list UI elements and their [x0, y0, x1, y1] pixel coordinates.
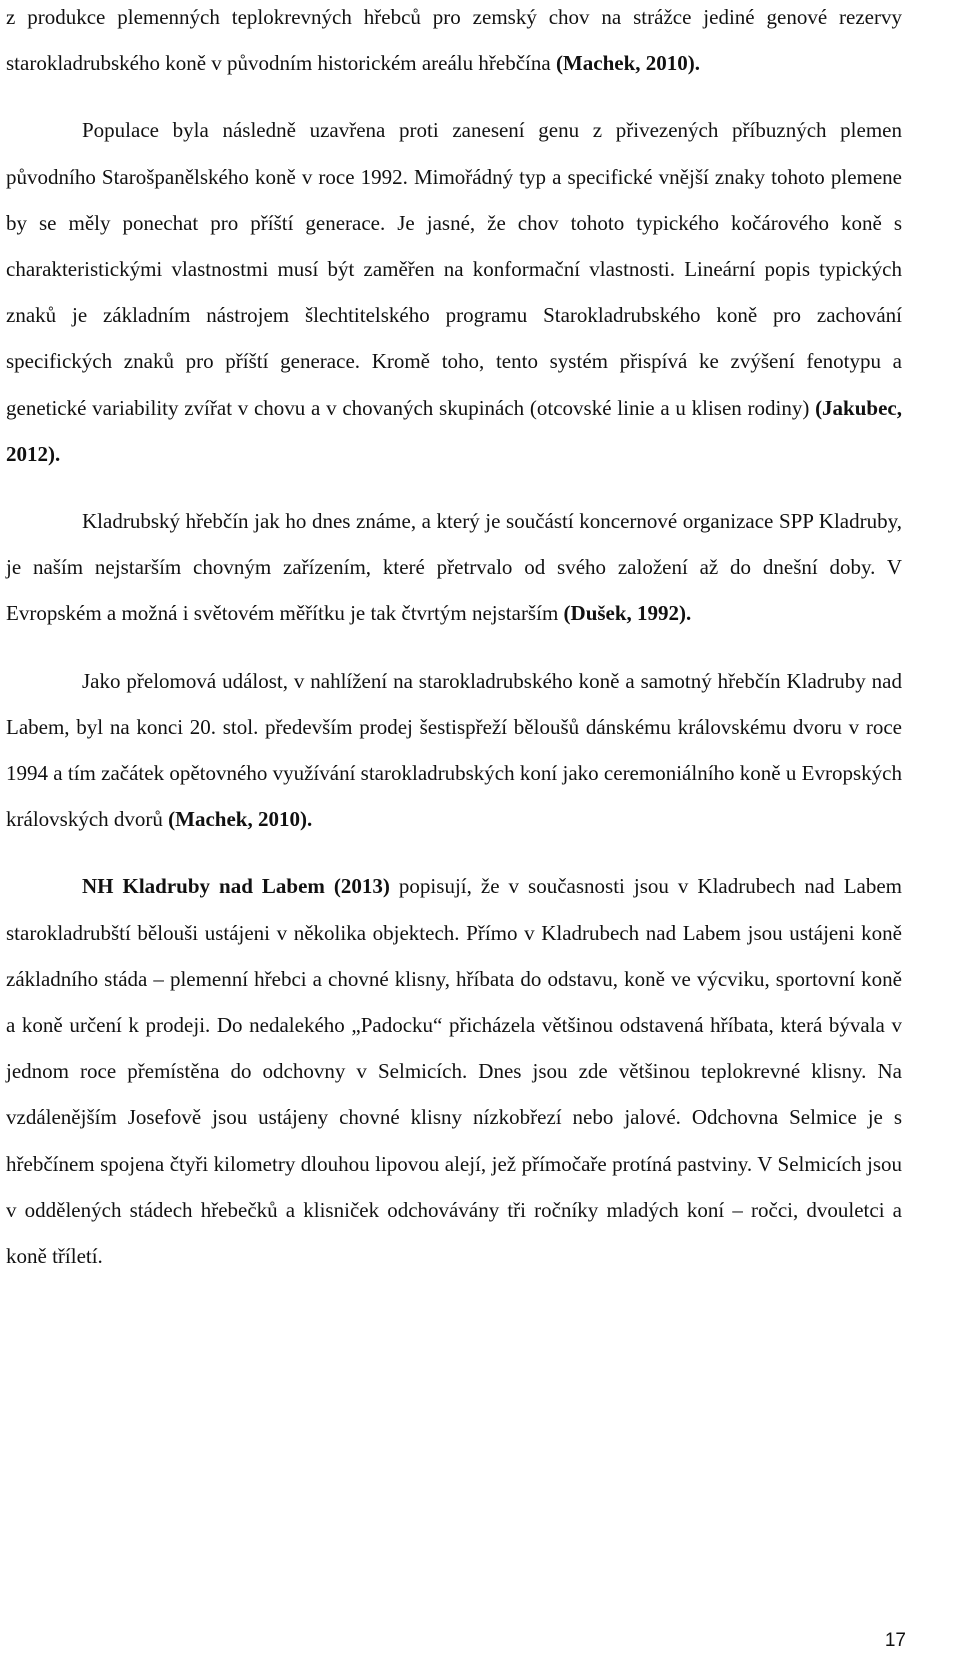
- paragraph-3-text: Kladrubský hřebčín jak ho dnes známe, a který je součástí koncernové organizace SPP Kladruby, je naším nejstarším chovným zařízením, které přetrvalo od svého založení až do dnešní doby. V Evropském a možná i světovém měřítku je tak čtvrtým nejstarším: [6, 509, 902, 626]
- paragraph-3: [6, 498, 902, 637]
- paragraph-1-text: z produkce plemenných teplokrevných hřebců pro zemský chov na strážce jediné genové rezervy starokladrubského koně v původním historickém areálu hřebčína: [6, 5, 902, 76]
- paragraph-2-text: Populace byla následně uzavřena proti zanesení genu z přivezených příbuzných plemen původního Starošpanělského koně v roce 1992. Mimořádný typ a specifické vnější znaky tohoto plemene by se měly ponechat pro příští generace. Je jasné, že chov tohoto typického kočárového koně s charakteristickými vlastnostmi musí být zaměřen na konformační vlastnosti. Lineární popis typických znaků je základním nástrojem šlechtitelského programu Starokladrubského koně pro zachování specifických znaků pro příští generace. Kromě toho, tento systém přispívá ke zvýšení fenotypu a genetické variability zvířat v chovu a v chovaných skupinách (otcovské linie a u klisen rodiny): [6, 118, 902, 420]
- paragraph-5-text: popisují, že v současnosti jsou v Kladrubech nad Labem starokladrubští bělouši ustájeni v několika objektech. Přímo v Kladrubech nad Labem jsou ustájeni koně základního stáda – plemenní hřebci a chovné klisny, hříbata do odstavu, koně ve výcviku, sportovní koně a koně určení k prodeji. Do nedalekého „Padocku“ přicházela většinou odstavená hříbata, která bývala v jednom roce přemístěna do odchovny v Selmicích. Dnes jsou zde většinou teplokrevné klisny. Na vzdálenějším Josefově jsou ustájeny chovné klisny nízkobřezí nebo jalové. Odchovna Selmice je s hřebčínem spojena čtyři kilometry dlouhou lipovou alejí, jež přímočaře protíná pastviny. V Selmicích jsou v oddělených stádech hřebečků a klisniček odchovávány tři ročníky mladých koní – ročci, dvouletci a koně tříletí.: [6, 874, 903, 1269]
- paragraph-5: [6, 863, 902, 1279]
- citation-machek-2010-b: (Machek, 2010).: [168, 807, 313, 832]
- paragraph-2: [6, 107, 902, 477]
- citation-dusek-1992: (Dušek, 1992).: [563, 601, 692, 626]
- citation-jakubec-2012: (Jakubec, 2012).: [6, 395, 902, 466]
- citation-nh-kladruby-2013: NH Kladruby nad Labem (2013): [82, 874, 390, 899]
- page-number: 17: [884, 1630, 906, 1651]
- paragraph-4: [6, 658, 902, 843]
- paragraph-1: [6, 0, 902, 86]
- paragraph-4-text: Jako přelomová událost, v nahlížení na starokladrubského koně a samotný hřebčín Kladruby nad Labem, byl na konci 20. stol. především prodej šestispřeží běloušů dánskému královskému dvoru v roce 1994 a tím začátek opětovného využívání starokladrubských koní jako ceremoniálního koně u Evropských královských dvorů: [6, 668, 902, 832]
- document-page: [6, 0, 902, 1279]
- citation-machek-2010: (Machek, 2010).: [555, 51, 700, 76]
